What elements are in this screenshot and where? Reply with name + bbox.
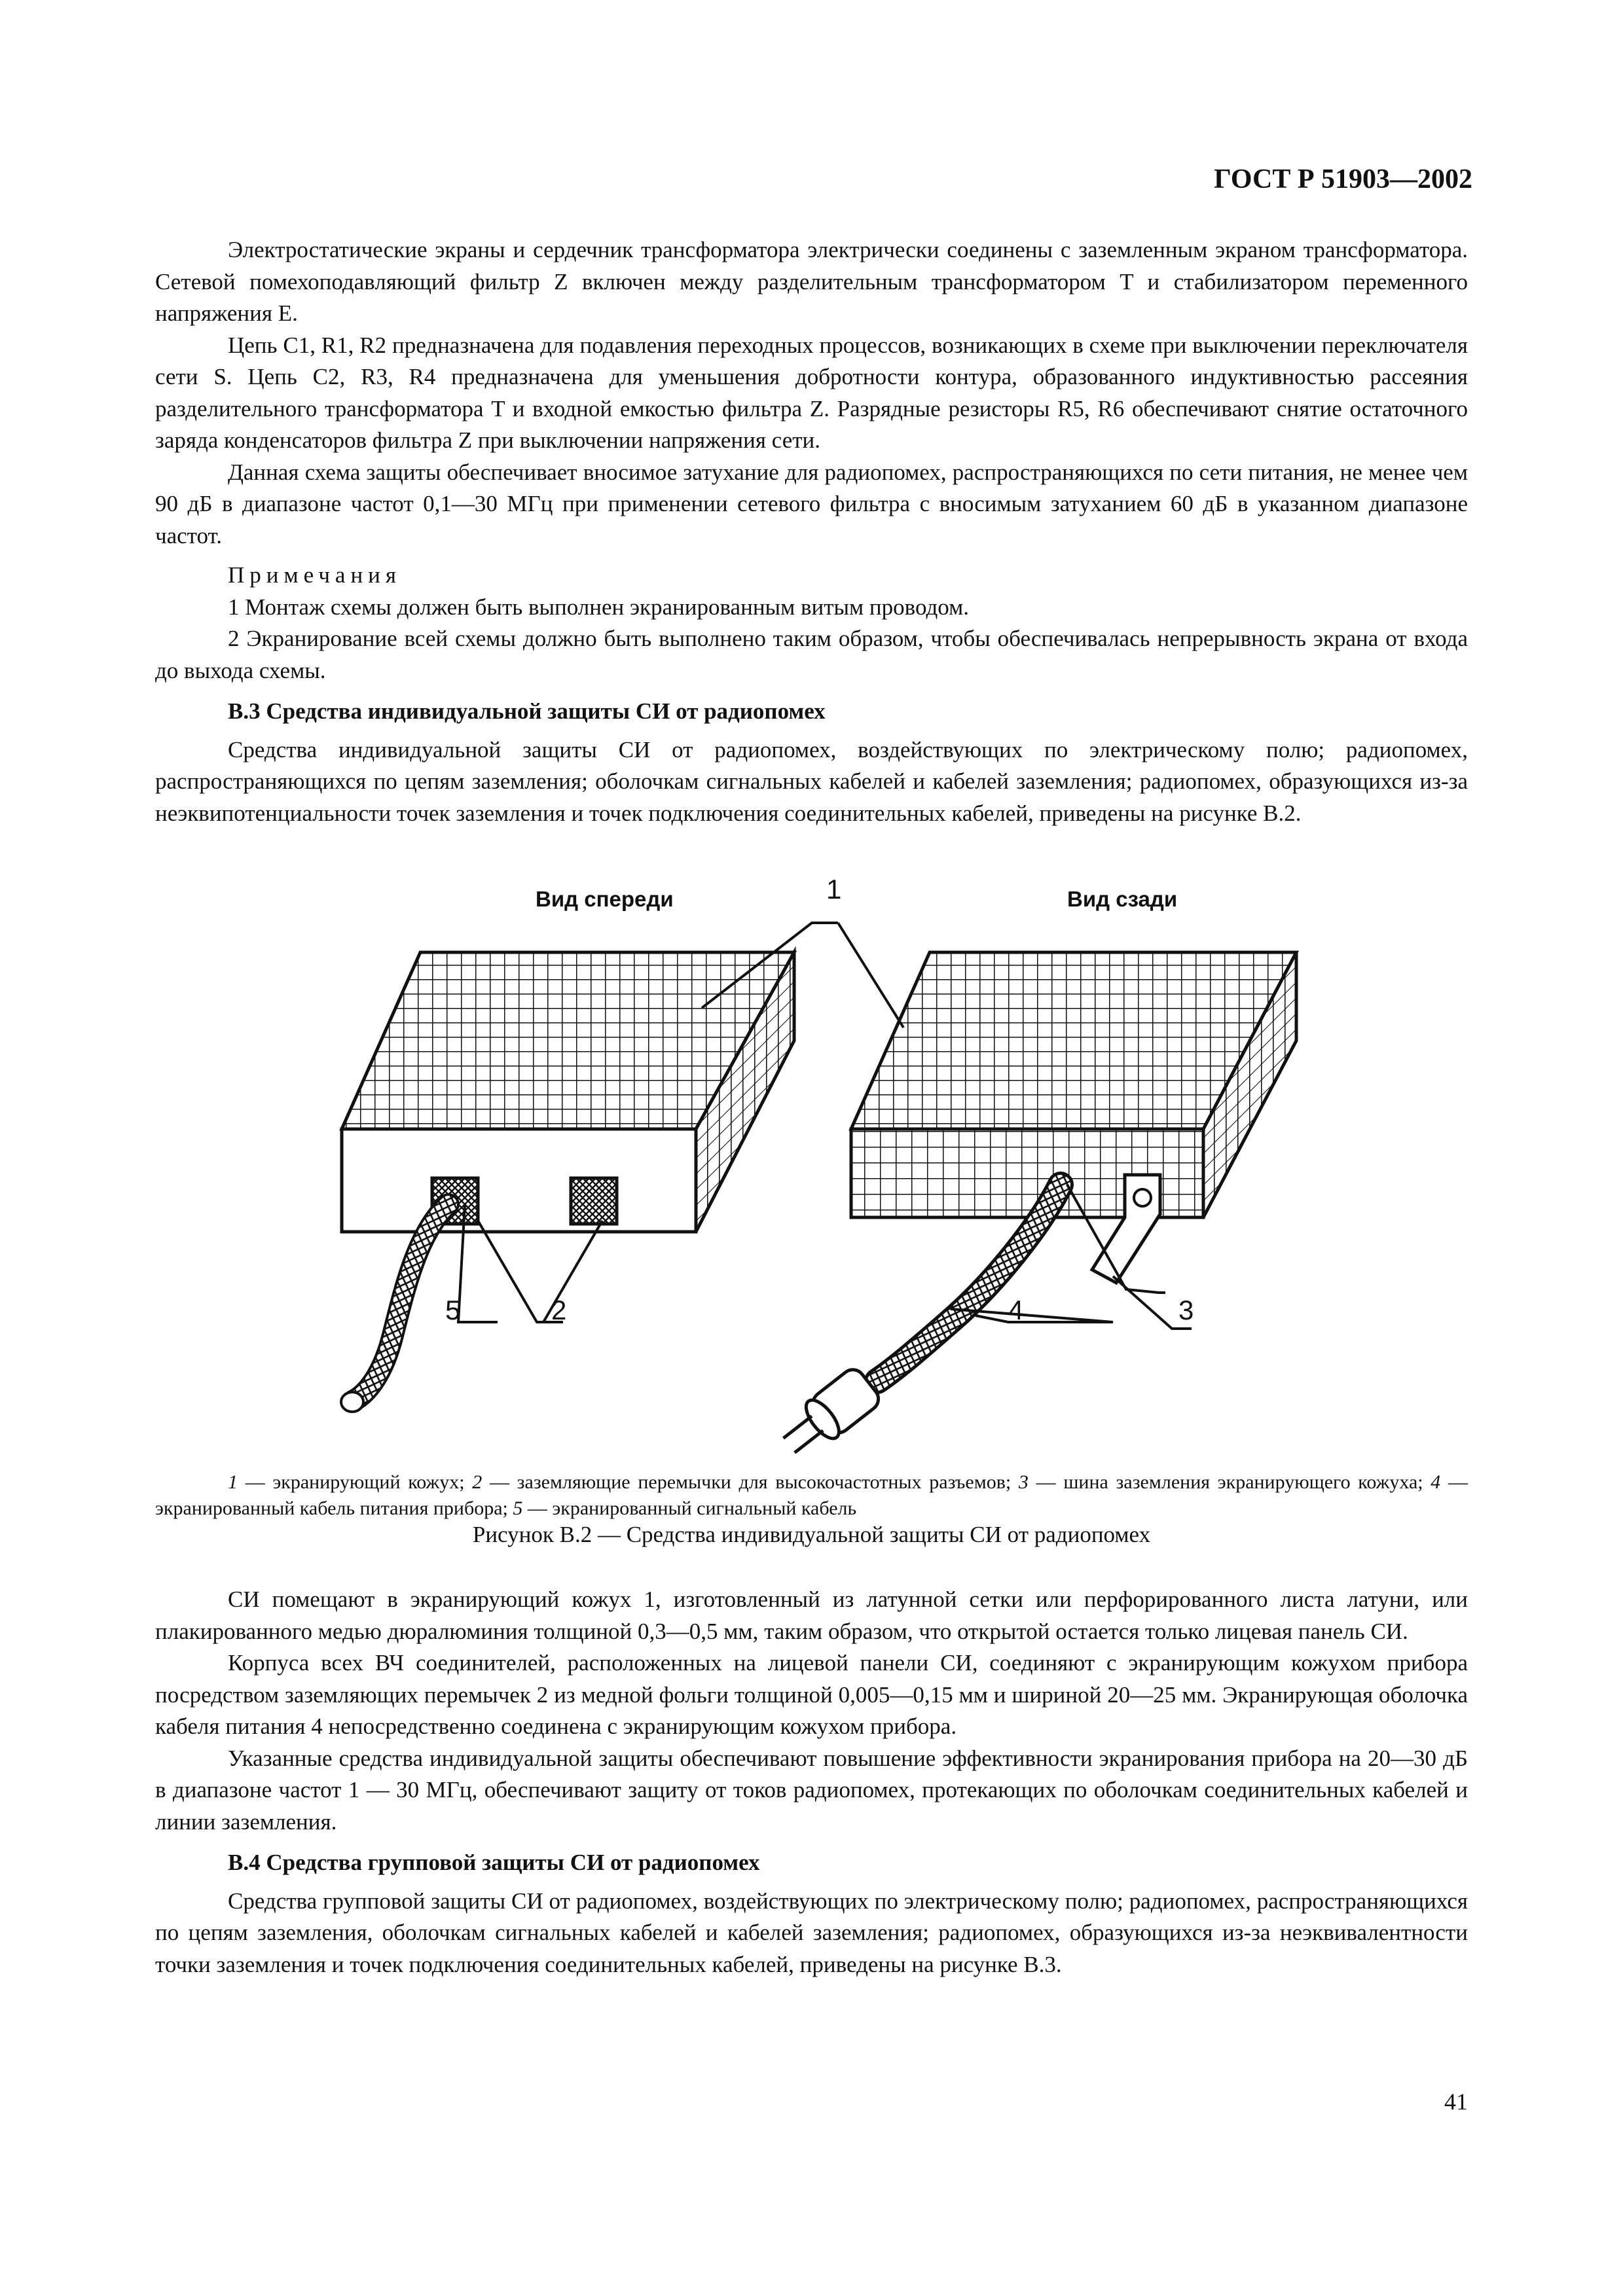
paragraph: СИ помещают в экранирующий кожух 1, изготовленный из латунной сетки или перфорированного листа латуни, или плакированного медью дюралюминия толщиной 0,3—0,5 мм, таким образом, что открытой остается только лицевая панель СИ. [155, 1587, 1468, 1644]
front-box [341, 952, 794, 1412]
paragraph: Электростатические экраны и сердечник трансформатора электрически соединены с заземленным экраном трансформатора. Сетевой помехоподавляющий фильтр Z включен между разделительным трансформатором T и стабилизатором переменного напряжения E. [155, 237, 1468, 326]
legend-num: 4 [1431, 1471, 1441, 1493]
ground-bus-hole [1134, 1189, 1151, 1206]
back-box [775, 952, 1296, 1463]
notes-title: Примечания [228, 562, 402, 588]
callout-3: 3 [1178, 1295, 1194, 1325]
legend-text: — заземляющие перемычки для высокочастотных разъемов; [482, 1471, 1019, 1493]
power-plug [775, 1365, 883, 1463]
note-item: 1 Монтаж схемы должен быть выполнен экранированным витым проводом. [228, 594, 969, 620]
legend-num: 3 [1018, 1471, 1029, 1493]
legend-text: — экранированный кабель питания прибора; [155, 1471, 1468, 1519]
paragraph: Средства групповой защиты СИ от радиопомех, воздействующих по электрическому полю; радиопомех, распространяющихся по цепям заземления, оболочкам сигнальных кабелей и кабелей заземления; радиопомех, образующихся из-за неэквивалентности точки заземления и точек подключения соединительных кабелей, приведены на рисунке В.3. [155, 1888, 1468, 1977]
legend-text: — шина заземления экранирующего кожуха; [1028, 1471, 1431, 1493]
legend-num: 1 [228, 1471, 238, 1493]
callout-4: 4 [1008, 1295, 1024, 1325]
figure-legend [155, 1469, 1468, 1522]
page-header: ГОСТ Р 51903—2002 [1214, 164, 1472, 194]
ground-strap-2 [571, 1178, 617, 1224]
signal-cable-end [341, 1392, 363, 1412]
legend-text: — экранирующий кожух; [238, 1471, 473, 1493]
paragraph: Средства индивидуальной защиты СИ от радиопомех, воздействующих по электрическому полю; радиопомех, распространяющихся по цепям заземления; оболочкам сигнальных кабелей и кабелей заземления; радиопомех, образующихся из-за неэквипотенциальности точек заземления и точек подключения соединительных кабелей, приведены на рисунке В.2. [155, 736, 1468, 826]
callout-2: 2 [551, 1295, 567, 1325]
legend-text: — экранированный сигнальный кабель [522, 1498, 857, 1519]
note-item: 2 Экранирование всей схемы должно быть выполнено таким образом, чтобы обеспечивалась непрерывность экрана от входа до выхода схемы. [155, 626, 1468, 683]
paragraph: Указанные средства индивидуальной защиты обеспечивают повышение эффективности экранирования прибора на 20—30 дБ в диапазоне частот 1 — 30 МГц, обеспечивают защиту от токов радиопомех, протекающих по оболочкам соединительных кабелей и линии заземления. [155, 1745, 1468, 1835]
figure-label-back: Вид сзади [1067, 887, 1178, 911]
section-heading-b4: В.4 Средства групповой защиты СИ от радиопомех [228, 1850, 760, 1875]
section-heading-b3: В.3 Средства индивидуальной защиты СИ от радиопомех [228, 698, 826, 724]
callout-1: 1 [826, 874, 842, 905]
figure-caption: Рисунок В.2 — Средства индивидуальной защиты СИ от радиопомех [472, 1522, 1151, 1547]
text-block-bottom [155, 1584, 1468, 1981]
paragraph: Данная схема защиты обеспечивает вносимое затухание для радиопомех, распространяющихся по сети питания, не менее чем 90 дБ в диапазоне частот 0,1—30 МГц при применении сетевого фильтра с вносимым затуханием 60 дБ в указанном диапазоне частот. [155, 459, 1468, 548]
front-panel [342, 1129, 696, 1232]
paragraph: Корпуса всех ВЧ соединителей, расположенных на лицевой панели СИ, соединяют с экранирующим кожухом прибора посредством заземляющих перемычек 2 из медной фольги толщиной 0,005—0,15 мм и шириной 20—25 мм. Экранирующая оболочка кабеля питания 4 непосредственно соединена с экранирующим кожухом прибора. [155, 1650, 1468, 1739]
callout-5: 5 [445, 1295, 461, 1325]
figure-label-front: Вид спереди [536, 887, 674, 911]
paragraph: Цепь C1, R1, R2 предназначена для подавления переходных процессов, возникающих в схеме при выключении переключателя сети S. Цепь C2, R3, R4 предназначена для уменьшения добротности контура, образованного индуктивностью рассеяния разделительного трансформатора T и входной емкостью фильтра Z. Разрядные резисторы R5, R6 обеспечивают снятие остаточного заряда конденсаторов фильтра Z при выключении напряжения сети. [155, 332, 1468, 453]
page-number: 41 [1444, 2089, 1468, 2115]
legend-num: 2 [472, 1471, 483, 1493]
legend-num: 5 [513, 1498, 523, 1519]
